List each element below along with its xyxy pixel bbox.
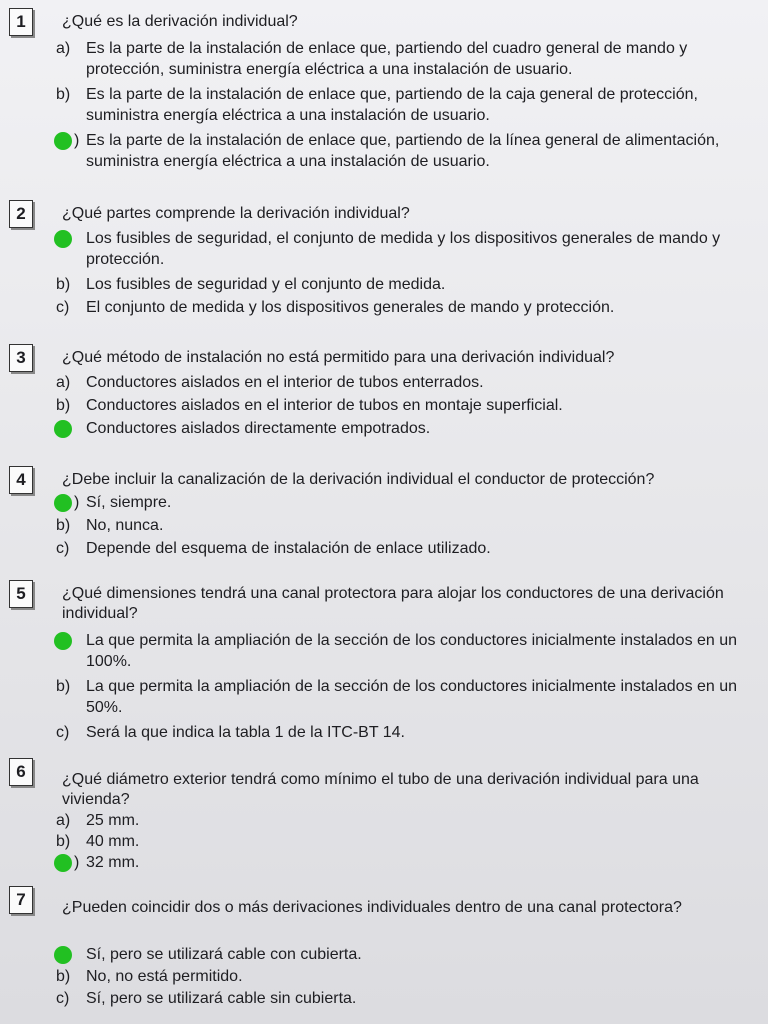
option-text: Sí, pero se utilizará cable sin cubierta. [86,990,357,1007]
question-text: ¿Qué dimensiones tendrá una canal protectora para alojar los conductores de una derivación individual? [62,585,724,622]
option-text: Los fusibles de seguridad y el conjunto de medida. [86,276,446,293]
question-number: 7 [9,886,33,914]
selected-answer-mark [54,946,72,964]
option-text: La que permita la ampliación de la sección de los conductores inicialmente instalados en un 100%. [86,632,738,670]
option-text: Sí, pero se utilizará cable con cubierta. [86,946,362,963]
option-text: 25 mm. [86,812,140,829]
option-c[interactable] [56,418,762,439]
question-text: ¿Debe incluir la canalización de la derivación individual el conductor de protección? [62,471,655,488]
option-letter: a) [56,40,71,57]
option-letter: b) [56,968,71,985]
option-c[interactable] [56,852,762,873]
option-c[interactable] [56,297,762,318]
question-text: ¿Qué partes comprende la derivación individual? [62,205,410,222]
question-text: ¿Qué es la derivación individual? [62,13,298,30]
question-number: 6 [9,758,33,786]
option-a[interactable] [56,372,762,393]
option-text: Es la parte de la instalación de enlace que, partiendo de la caja general de protección, suministra energía eléctrica a una instalación de usuario. [86,86,698,124]
option-text: Los fusibles de seguridad, el conjunto de medida y los dispositivos generales de mando y protección. [86,230,721,268]
option-text: 32 mm. [86,854,140,871]
question-number: 3 [9,344,33,372]
option-a[interactable] [56,492,762,513]
option-letter: c) [56,540,70,557]
selected-answer-mark [54,494,72,512]
option-text: Conductores aislados en el interior de tubos en montaje superficial. [86,397,563,414]
option-text: Conductores aislados en el interior de tubos enterrados. [86,374,484,391]
selected-answer-mark [54,632,72,650]
question-text: ¿Qué diámetro exterior tendrá como mínimo el tubo de una derivación individual para una vivienda? [62,771,699,808]
option-b[interactable] [56,831,762,852]
question-text: ¿Pueden coincidir dos o más derivaciones individuales dentro de una canal protectora? [62,899,682,916]
question-number: 4 [9,466,33,494]
option-text: 40 mm. [86,833,140,850]
option-letter: a) [56,812,71,829]
option-letter: ) [74,132,80,149]
option-a[interactable] [56,228,762,270]
option-letter: c) [56,724,70,741]
question-text: ¿Qué método de instalación no está permitido para una derivación individual? [62,349,615,366]
option-text: No, no está permitido. [86,968,243,985]
option-b[interactable] [56,966,762,987]
option-letter: a) [56,374,71,391]
option-text: Depende del esquema de instalación de enlace utilizado. [86,540,491,557]
option-a[interactable] [56,810,762,831]
option-c[interactable] [56,988,762,1009]
option-b[interactable] [56,274,762,295]
option-text: Es la parte de la instalación de enlace que, partiendo del cuadro general de mando y protección, suministra energía eléctrica a una instalación de usuario. [86,40,688,78]
option-b[interactable] [56,515,762,536]
option-letter: b) [56,397,71,414]
selected-answer-mark [54,420,72,438]
selected-answer-mark [54,854,72,872]
option-letter: b) [56,678,71,695]
selected-answer-mark [54,230,72,248]
option-text: Conductores aislados directamente empotrados. [86,420,431,437]
option-c[interactable] [56,538,762,559]
option-letter: ) [74,854,80,871]
option-b[interactable] [56,395,762,416]
option-letter: ) [74,494,80,511]
option-letter: b) [56,86,71,103]
option-letter: b) [56,833,71,850]
option-b[interactable] [56,84,762,126]
option-text: Será la que indica la tabla 1 de la ITC-BT 14. [86,724,405,741]
option-text: Sí, siempre. [86,494,172,511]
option-letter: c) [56,299,70,316]
question-number: 2 [9,200,33,228]
option-a[interactable] [56,630,762,672]
option-a[interactable] [56,944,762,965]
option-text: No, nunca. [86,517,164,534]
option-text: La que permita la ampliación de la sección de los conductores inicialmente instalados en un 50%. [86,678,738,716]
question-number: 5 [9,580,33,608]
option-letter: b) [56,517,71,534]
option-text: Es la parte de la instalación de enlace que, partiendo de la línea general de alimentación, suministra energía eléctrica a una instalación de usuario. [86,132,720,170]
option-text: El conjunto de medida y los dispositivos generales de mando y protección. [86,299,615,316]
option-b[interactable] [56,676,762,718]
option-c[interactable] [56,722,762,743]
question-number: 1 [9,8,33,36]
option-c[interactable] [56,130,762,172]
option-letter: c) [56,990,70,1007]
option-letter: b) [56,276,71,293]
option-a[interactable] [56,38,762,80]
selected-answer-mark [54,132,72,150]
